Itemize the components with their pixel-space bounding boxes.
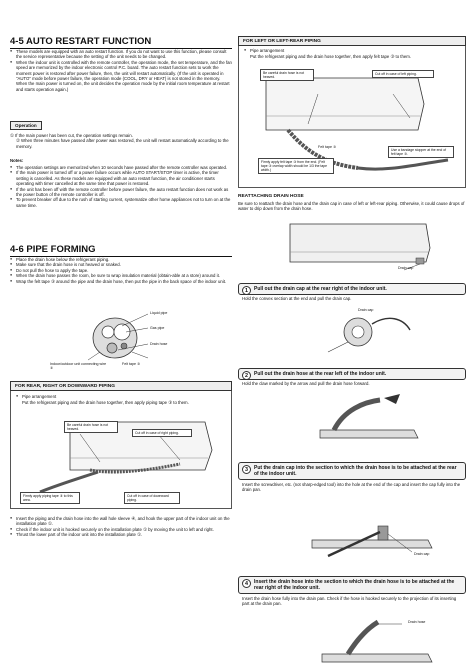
notes-title: Notes: bbox=[10, 158, 24, 163]
pipe-bundle-figure bbox=[60, 306, 210, 368]
drain-cap-label: Drain cap bbox=[358, 308, 374, 312]
list-item: ● When the indoor unit is controlled with the remote controller, the operation mode, the set temperature, and the fan speed are memorized by the indoor electronic control P.C. board. The auto restart function sets to work the moment power is restored after power failure, then, the unit will restart automatically. (If the unit is operated in "AUTO" mode before power failure, the operation mode (COOL, DRY or HEAT) is not stored in the memory. When the main power is turned on, the unit decides the operation mode by the initial room temperature at restart and starts operation again.) bbox=[10, 60, 232, 92]
list-item: ② When three minutes have passed after power was restored, the unit will restart automatically according to the memory. bbox=[16, 138, 229, 149]
list-item: ● Pipe arrangement bbox=[16, 394, 228, 399]
felt-tape-label: Felt tape ③ bbox=[122, 362, 141, 366]
pipe-forming-heading: 4-6 PIPE FORMING bbox=[10, 244, 232, 257]
left-piping-intro bbox=[244, 48, 462, 53]
rear-piping-text: Put the refrigerant piping and the drain hose together, then apply piping tape ③ to them. bbox=[22, 400, 189, 405]
step-1-text: Hold the convex section at the end and pull the drain cap. bbox=[242, 296, 352, 301]
reattach-heading: REATTACHING DRAIN HOSE bbox=[238, 194, 304, 199]
list-item: ● If the unit has been off with the remote controller before power failure, the auto restart function does not work as the power button of the remote controller is off. bbox=[10, 187, 232, 198]
callout-not-heaved: Be careful drain hose is not heaved. bbox=[64, 421, 118, 433]
notes-list bbox=[10, 165, 232, 208]
drain-cap-overview-figure bbox=[286, 218, 436, 272]
connecting-wire-label: Indoor/outdoor unit connecting wire ② bbox=[50, 362, 107, 370]
gas-pipe-label: Gas pipe bbox=[150, 326, 165, 330]
step-4-header bbox=[238, 576, 466, 594]
rear-piping-heading: FOR REAR, RIGHT OR DOWNWARD PIPING bbox=[10, 381, 232, 391]
step-number: 3 bbox=[242, 465, 251, 474]
list-item: ● Check if the indoor unit is hooked securely on the installation plate ① by moving the unit to left and right. bbox=[10, 527, 232, 532]
list-item: ● Thrust the lower part of the indoor unit into the installation plate ①. bbox=[10, 532, 232, 537]
drain-hose-label: Drain hose bbox=[408, 620, 426, 624]
rear-piping-intro bbox=[16, 394, 228, 399]
drain-cap-label: Drain cap bbox=[414, 552, 430, 556]
auto-restart-heading: 4-5 AUTO RESTART FUNCTION bbox=[10, 36, 232, 49]
list-item: ① If the main power has been cut, the operation settings remain. bbox=[10, 133, 133, 138]
felt-tape-label: Felt tape ③ bbox=[318, 145, 337, 149]
list-item: ● Insert the piping and the drain hose into the wall hole sleeve ④, and hook the upper part of the indoor unit on the installation plate ①. bbox=[10, 516, 232, 527]
list-item: ● To prevent breaker off due to the rush of starting current, systematize other home appliances not to turn on at the same time. bbox=[10, 197, 232, 208]
reattach-text: Be sure to reattach the drain hose and the drain cap in case of left or left-rear piping. Otherwise, it could cause drops of water to drip down from the drain hose. bbox=[238, 201, 465, 212]
callout-bandage-stopper: Use a bandage stopper at the end of felt tape ③. bbox=[388, 146, 454, 158]
list-item: ● These models are equipped with an auto restart function. If you do not want to use this function, please consult the service representative because the setting of the unit needs to be changed. bbox=[10, 49, 232, 60]
callout-right-piping: Cut off in case of right piping. bbox=[132, 429, 192, 437]
callout-downward-piping: Cut off in case of downward piping. bbox=[124, 492, 180, 504]
step-2-text: Hold the claw marked by the arrow and pull the drain hose forward. bbox=[242, 381, 370, 386]
callout-piping-tape: Firmly apply piping tape ③ to this area. bbox=[20, 492, 80, 504]
left-piping-heading: FOR LEFT OR LEFT-REAR PIPING bbox=[238, 36, 466, 46]
callout-left-piping: Cut off in case of left piping. bbox=[372, 70, 434, 78]
list-item: ● If the main power is turned off or a power failure occurs while AUTO START/STOP timer is active, the timer setting is cancelled. As these models are equipped with an auto restart function, the air conditioner starts operating with timer cancelled at the same time that power is restored. bbox=[10, 170, 232, 186]
auto-restart-bullets bbox=[10, 49, 232, 92]
operation-items bbox=[10, 133, 232, 149]
step-number: 4 bbox=[242, 579, 251, 588]
list-item: ● When the drain hose passes the room, be sure to wrap insulation material (obtain-able at a store) around it. bbox=[10, 273, 232, 278]
step-1-header bbox=[238, 283, 466, 295]
list-item: ● Pipe arrangement bbox=[244, 48, 462, 53]
step-number: 2 bbox=[242, 371, 251, 380]
step-3-text: Insert the screwdriver, etc. (not sharp-edged tool) into the hole at the end of the cap and insert the cap fully into the drain pan. bbox=[242, 482, 461, 493]
drain-cap-label: Drain cap bbox=[398, 266, 414, 270]
list-item: ● Make sure that the drain hose is not heaved or snaked. bbox=[10, 262, 232, 267]
list-item: ● Do not pull the hose to apply the tape. bbox=[10, 268, 232, 273]
step-3-header bbox=[238, 462, 466, 480]
step-2-figure bbox=[314, 390, 424, 446]
step-2-header bbox=[238, 368, 466, 380]
drain-hose-label: Drain hose bbox=[150, 342, 168, 346]
callout-lr-not-heaved: Be careful drain hose is not heaved. bbox=[260, 69, 314, 81]
step-4-text: Insert the drain hose fully into the drain pan. Check if the hose is hooked securely to the projection of its inserting part at the drain pan. bbox=[242, 596, 457, 607]
callout-felt-tape-overlap: Firmly apply felt tape ③ from the end. (Felt tape ③ overlap width should be 1/3 the tape width.) bbox=[258, 158, 334, 174]
liquid-pipe-label: Liquid pipe bbox=[150, 311, 168, 315]
step-title: Pull out the drain hose at the rear left of the indoor unit. bbox=[254, 371, 387, 377]
left-piping-text: Put the refrigerant piping and the drain hose together, then apply felt tape ③ to them. bbox=[250, 54, 412, 59]
step-title: Pull out the drain cap at the rear right of the indoor unit. bbox=[254, 286, 387, 292]
mounting-bullets bbox=[10, 516, 232, 538]
pipe-forming-bullets bbox=[10, 257, 232, 284]
step-title: Insert the drain hose into the section to which the drain hose is to be attached at the rear right of the indoor unit. bbox=[254, 579, 455, 591]
step-title: Put the drain cap into the section to which the drain hose is to be attached at the rear of the indoor unit. bbox=[254, 465, 457, 477]
list-item: ● Place the drain hose below the refrigerant piping. bbox=[10, 257, 232, 262]
step-number: 1 bbox=[242, 286, 251, 295]
rear-piping-figure bbox=[30, 412, 220, 504]
operation-tag: Operation bbox=[10, 121, 42, 130]
list-item: ● The operation settings are memorized when 10 seconds have passed after the remote controller was operated. bbox=[10, 165, 232, 170]
list-item: ● Wrap the felt tape ③ around the pipe and the drain hose, then put the pipe in the back space of the indoor unit. bbox=[10, 279, 232, 284]
